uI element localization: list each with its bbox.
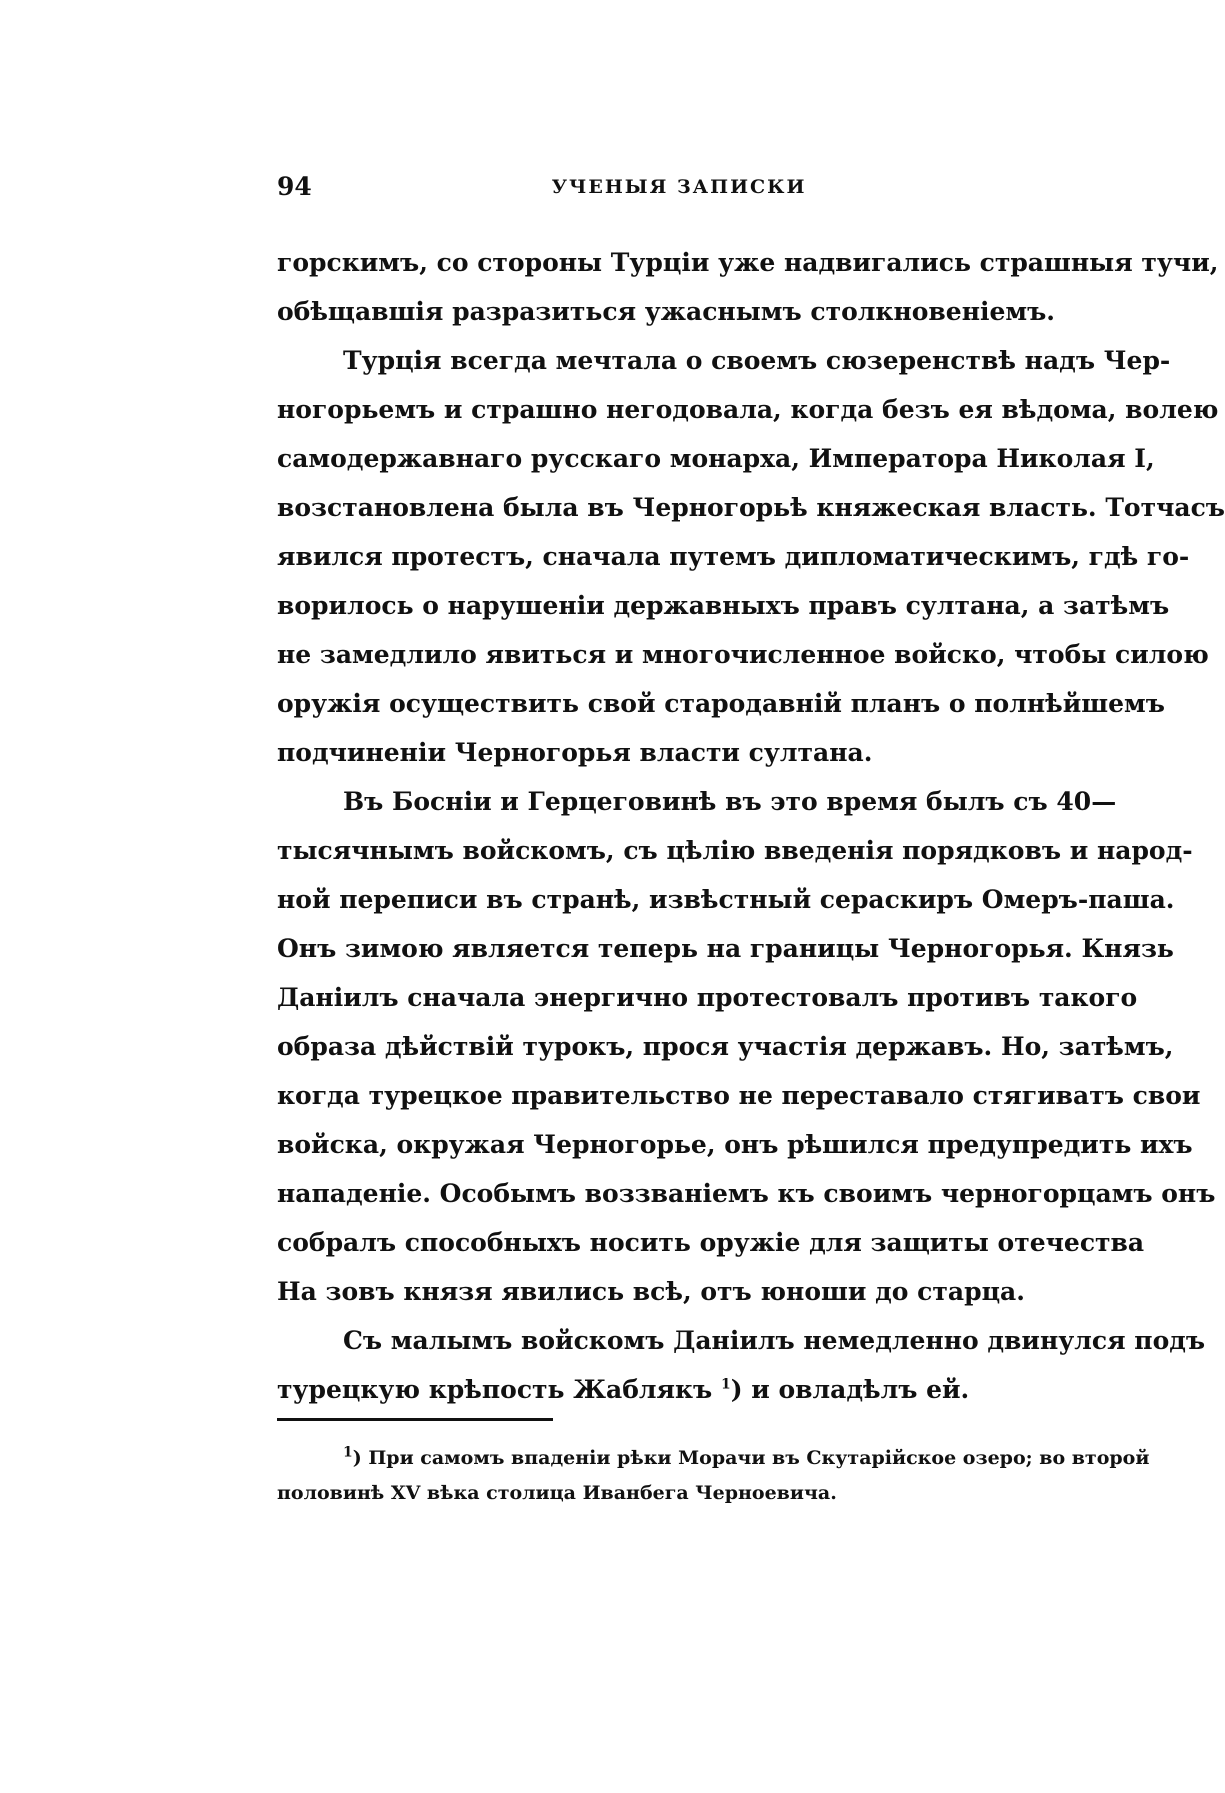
text-line: Даніилъ сначала энергично протестовалъ противъ такого [277,983,1138,1012]
text-line: ногорьемъ и страшно негодовала, когда безъ ея вѣдома, волею [277,395,1219,424]
text-line [277,1365,1081,1414]
text-line: самодержавнаго русскаго монарха, Императора Николая I, [277,444,1155,473]
text-line: подчиненіи Черногорья власти султана. [277,738,873,767]
text-line: Съ малымъ войскомъ Даніилъ немедленно двинулся подъ [343,1326,1206,1355]
text-fragment: ) и овладѣлъ ей. [730,1375,970,1404]
text-line: нападеніе. Особымъ воззваніемъ къ своимъ черногорцамъ онъ [277,1179,1216,1208]
text-line: войска, окружая Черногорье, онъ рѣшился предупредить ихъ [277,1130,1193,1159]
text-line: ной переписи въ странѣ, извѣстный сераскиръ Омеръ-паша. [277,885,1175,914]
text-line: оружія осуществить свой стародавній планъ о полнѣйшемъ [277,689,1165,718]
text-line: Онъ зимою является теперь на границы Черногорья. Князь [277,934,1174,963]
text-line: явился протестъ, сначала путемъ дипломатическимъ, гдѣ го- [277,542,1190,571]
text-line: собралъ способныхъ носить оружіе для защиты отечества [277,1228,1145,1257]
text-line: обѣщавшія разразиться ужаснымъ столкновеніемъ. [277,297,1055,326]
text-line: не замедлило явиться и многочисленное войско, чтобы силою [277,640,1209,669]
text-line: когда турецкое правительство не переставало стягиватъ свои [277,1081,1201,1110]
footnote [277,1441,1150,1511]
footnote-line [277,1441,1150,1476]
text-line: Турція всегда мечтала о своемъ сюзеренствѣ надъ Чер- [343,346,1171,375]
page-header [277,172,1081,212]
text-line: горскимъ, со стороны Турціи уже надвигались страшныя тучи, [277,248,1219,277]
text-line: возстановлена была въ Черногорьѣ княжеская власть. Тотчасъ [277,493,1225,522]
text-line: Въ Босніи и Герцеговинѣ въ это время былъ съ 40— [343,787,1117,816]
footnote-divider [277,1418,553,1421]
footnote-reference: 1 [720,1376,731,1393]
footnote-line: половинѣ XV вѣка столица Иванбега Черноевича. [277,1482,837,1504]
text-line: тысячнымъ войскомъ, съ цѣлію введенія порядковъ и народ- [277,836,1193,865]
text-line: ворилось о нарушеніи державныхъ правъ султана, а затѣмъ [277,591,1170,620]
page-number: 94 [277,172,312,201]
footnote-marker: 1 [343,1444,353,1461]
text-line: На зовъ князя явились всѣ, отъ юноши до старца. [277,1277,1025,1306]
running-title: УЧЕНЫЯ ЗАПИСКИ [551,176,807,198]
text-fragment: турецкую крѣпость Жаблякъ [277,1375,713,1404]
body-text [277,238,1225,1414]
footnote-text: ) При самомъ впаденіи рѣки Морачи въ Скутарійское озеро; во второй [352,1447,1150,1469]
text-line: образа дѣйствій турокъ, прося участія державъ. Но, затѣмъ, [277,1032,1174,1061]
